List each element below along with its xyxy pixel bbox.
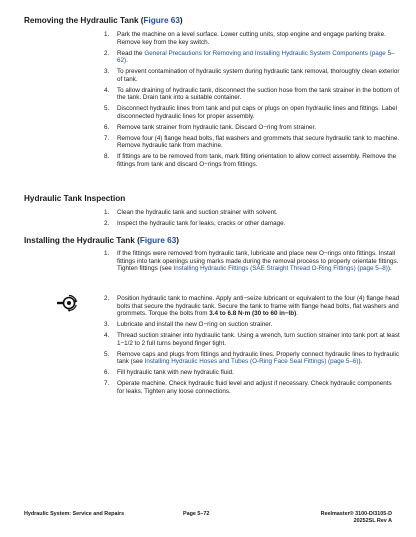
footer-product-name: Reelmaster® 3100-D/3105-D <box>320 511 392 517</box>
list-item: 2. Read the General Precautions for Removing and Installing Hydraulic System Components (page 5–62). <box>104 49 395 65</box>
section-title-tank-inspection: Hydraulic Tank Inspection <box>24 194 126 203</box>
installing-steps-list-a <box>104 250 400 276</box>
torque-value: 3.4 to 6.8 N·m (30 to 60 in−lb) <box>209 310 297 318</box>
footer-page-number: Page 5–72 <box>183 511 210 517</box>
list-item: 4. Thread suction strainer into hydraulic tank. Using a wrench, turn suction strainer into tank port at least 1−1/2 to 2 full turns beyond finger tight. <box>104 332 400 347</box>
list-item: 1. If the fittings were removed from hydraulic tank, lubricate and place new O−rings onto fittings. Install fittings into tank openings using marks made during the removal process to properly orientate fittings. Tighten fittings (see Installing Hydraulic Fittings (SAE Straight Thread O-Ring Fittings) (page 5–8)). <box>104 250 399 273</box>
installing-hoses-link[interactable]: Installing Hydraulic Hoses and Tubes (O-Ring Face Seal Fittings) (page 5–6) <box>144 358 359 366</box>
list-item: 1. Park the machine on a level surface. Lower cutting units, stop engine and engage parking brake. Remove key from the key switch. <box>104 31 386 46</box>
figure-63-link[interactable]: Figure 63 <box>143 16 180 25</box>
installing-fittings-link[interactable]: Installing Hydraulic Fittings (SAE Straight Thread O-Ring Fittings) (page 5–8) <box>173 265 388 273</box>
installing-steps-list-b <box>104 295 400 399</box>
inspection-steps-list <box>104 209 400 231</box>
list-item: 7. Remove four (4) flange head bolts, flat washers and grommets that secure hydraulic tank to machine. Remove hydraulic tank from machine. <box>104 134 400 150</box>
list-item: 2. Inspect the hydraulic tank for leaks, cracks or other damage. <box>104 219 286 227</box>
general-precautions-link[interactable]: General Precautions for Removing and Installing Hydraulic System Components (page 5–62) <box>117 49 395 65</box>
list-item: 6. Remove tank strainer from hydraulic tank. Discard O−ring from strainer. <box>104 123 316 131</box>
list-item: 3. Lubricate and install the new O−ring on suction strainer. <box>104 321 273 329</box>
section-title-removing-tank: Removing the Hydraulic Tank (Figure 63) <box>24 16 183 25</box>
list-item: 8. If fittings are to be removed from tank, mark fitting orientation to allow correct assembly. Remove the fittings from tank and discard O−rings from fittings. <box>104 153 397 169</box>
removing-steps-list <box>104 31 400 172</box>
list-item: 2. Position hydraulic tank to machine. Apply anti−seize lubricant or equivalent to the four (4) flange head bolts that secure the hydraulic tank. Secure the tank to frame with flange head bolts, flat washers and grommets. Torque the bolts from 3.4 to 6.8 N·m (30 to 60 in−lb). <box>104 295 400 318</box>
section-title-installing-tank: Installing the Hydraulic Tank (Figure 63) <box>24 236 179 245</box>
list-item: 3. To prevent contamination of hydraulic system during hydraulic tank removal, thoroughly clean exterior of tank. <box>104 68 400 83</box>
torque-wrench-icon <box>57 293 79 313</box>
footer-doc-revision: 20252SL Rev A <box>353 517 392 524</box>
list-item: 5. Disconnect hydraulic lines from tank and put caps or plugs on open hydraulic lines and fittings. Label disconnected hydraulic lines for proper assembly. <box>104 105 398 120</box>
figure-63-link[interactable]: Figure 63 <box>139 236 177 245</box>
list-item: 5. Remove caps and plugs from fittings and hydraulic lines. Properly connect hydraulic lines to hydraulic tank (see Installing Hydraulic Hoses and Tubes (O-Ring Face Seal Fittings) (page 5–6)). <box>104 350 400 366</box>
list-item: 6. Fill hydraulic tank with new hydraulic fluid. <box>104 369 234 377</box>
footer-product-info <box>321 511 392 524</box>
list-item: 7. Operate machine. Check hydraulic fluid level and adjust if necessary. Check hydraulic components for leaks. Tighten any loose connections. <box>104 380 392 395</box>
list-item: 1. Clean the hydraulic tank and suction strainer with solvent. <box>104 209 278 216</box>
list-item: 4. To allow draining of hydraulic tank, disconnect the suction hose from the tank strainer in the bottom of the tank. Drain tank into a suitable container. <box>104 86 400 102</box>
footer-section-name: Hydraulic System: Service and Repairs <box>24 511 125 517</box>
